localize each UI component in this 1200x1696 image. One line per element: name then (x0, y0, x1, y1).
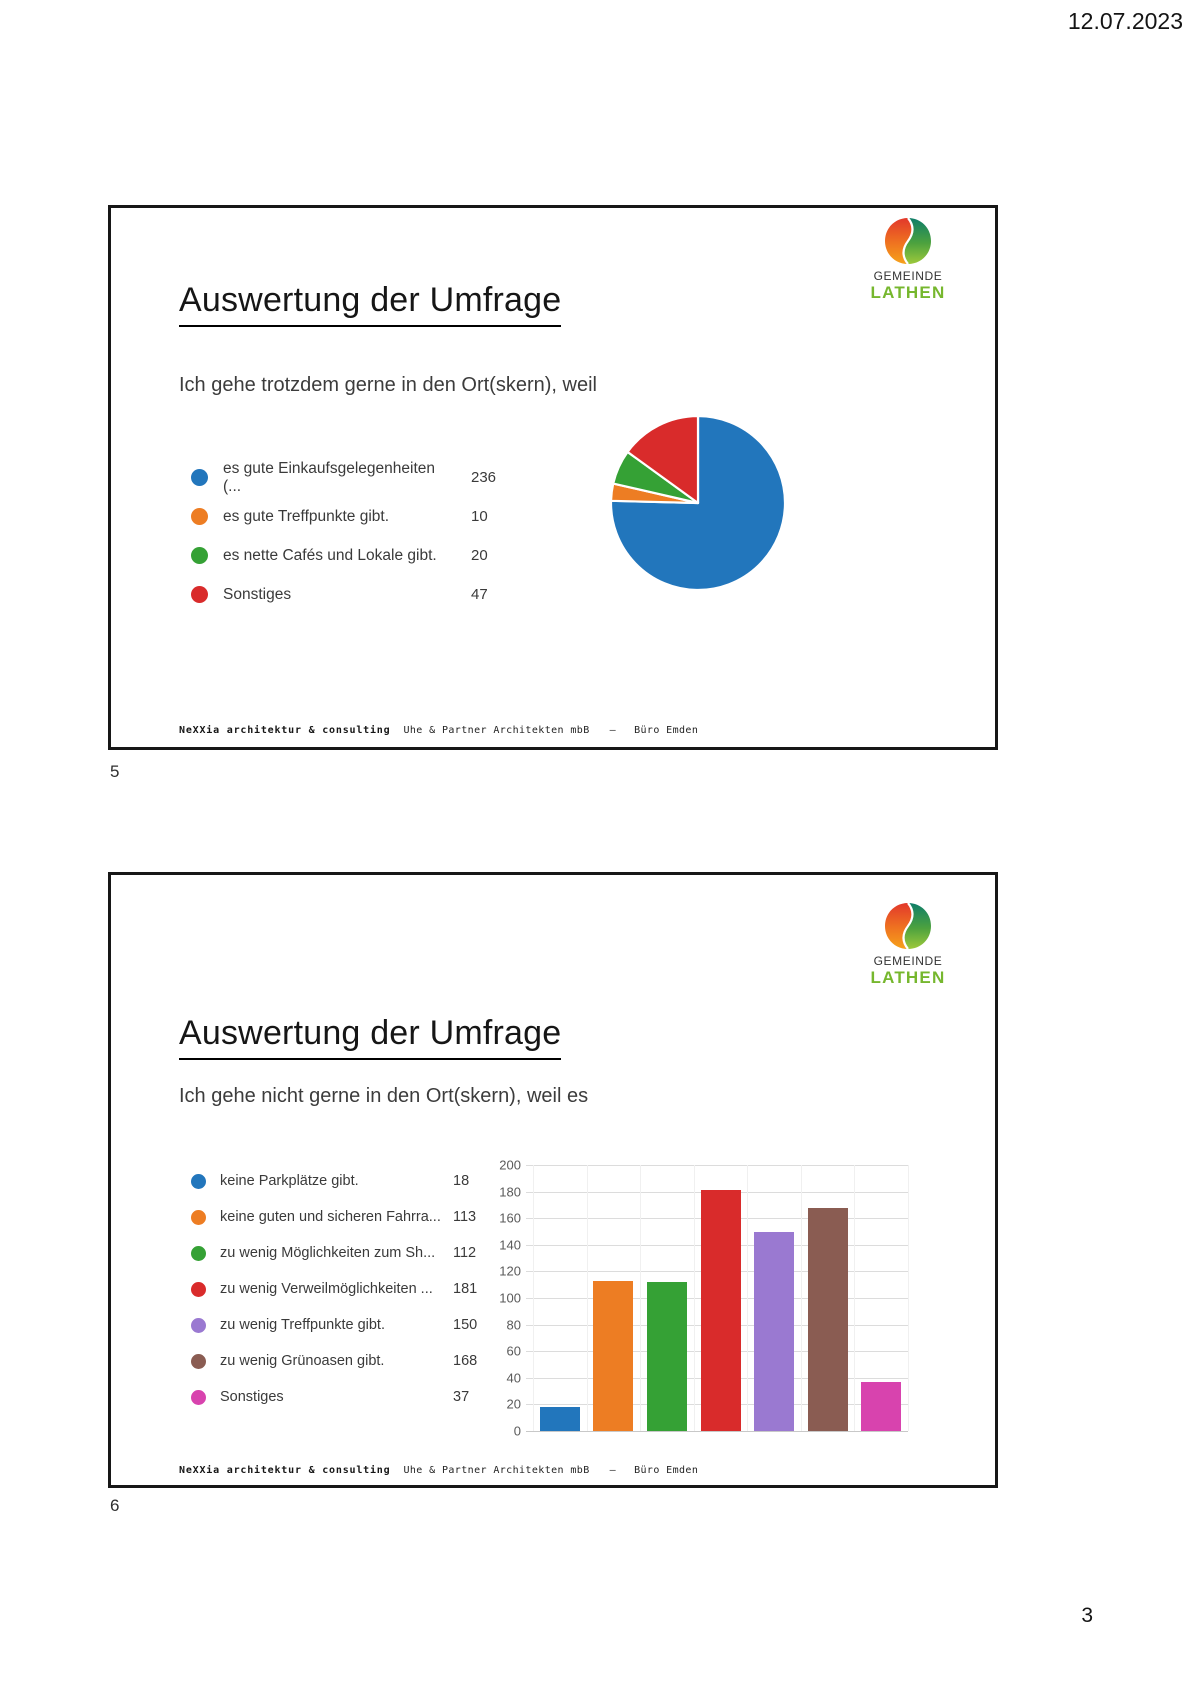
legend-value: 168 (453, 1353, 478, 1369)
legend-value: 150 (453, 1317, 478, 1333)
y-axis-tick-label: 180 (499, 1184, 521, 1200)
footer-brand: NeXXia architektur & consulting (179, 1465, 391, 1476)
legend-label: zu wenig Treffpunkte gibt. (220, 1317, 385, 1333)
legend-item (191, 1163, 477, 1199)
legend-item (191, 1307, 477, 1343)
legend-item (191, 497, 496, 536)
bar (701, 1190, 741, 1431)
handout-date: 12.07.2023 (1067, 8, 1183, 34)
legend-swatch (191, 1354, 206, 1369)
legend-item (191, 1343, 477, 1379)
legend-value: 18 (453, 1173, 470, 1189)
legend-item (191, 1379, 477, 1415)
y-axis-tick-label: 200 (499, 1157, 521, 1173)
legend-item (191, 575, 496, 614)
logo-text-lathen: LATHEN (870, 968, 946, 987)
legend-label: zu wenig Grünoasen gibt. (220, 1353, 385, 1369)
footer-dash: — (609, 725, 617, 736)
legend-label: es nette Cafés und Lokale gibt. (223, 546, 437, 564)
y-axis-tick-label: 100 (499, 1290, 521, 1306)
legend-swatch (191, 1246, 206, 1261)
legend-swatch (191, 1174, 206, 1189)
bar (540, 1407, 580, 1431)
legend-value: 113 (453, 1209, 477, 1225)
footer-office: Büro Emden (634, 725, 699, 736)
legend-value: 10 (471, 508, 488, 525)
legend-label: es gute Einkaufsgelegenheiten (... (223, 459, 435, 495)
slide-title: Auswertung der Umfrage (179, 1014, 561, 1060)
legend-label: keine guten und sicheren Fahrra... (220, 1209, 441, 1225)
legend-swatch (191, 1210, 206, 1225)
gemeinde-lathen-logo (842, 216, 974, 303)
slide-footer (179, 725, 698, 736)
vertical-gridline (587, 1165, 588, 1431)
logo-text-gemeinde: GEMEINDE (873, 954, 943, 968)
legend-value: 236 (471, 469, 497, 486)
legend-swatch (191, 1318, 206, 1333)
bar (593, 1281, 633, 1431)
legend-value: 37 (453, 1389, 470, 1405)
pie-legend (191, 458, 496, 614)
y-axis-tick-label: 0 (513, 1423, 521, 1439)
gemeinde-lathen-logo (842, 901, 974, 988)
vertical-gridline (854, 1165, 855, 1431)
legend-value: 181 (453, 1281, 478, 1297)
slide-5-number: 5 (110, 762, 120, 781)
footer-dash: — (609, 1465, 617, 1476)
legend-swatch (191, 508, 208, 525)
legend-label: Sonstiges (223, 585, 292, 603)
y-axis-tick-label: 140 (499, 1237, 521, 1253)
gridline (526, 1165, 908, 1166)
legend-value: 112 (453, 1245, 477, 1261)
logo-text-lathen: LATHEN (870, 283, 946, 302)
slide-footer (179, 1465, 698, 1476)
vertical-gridline (908, 1165, 909, 1431)
legend-value: 20 (471, 547, 488, 564)
legend-item (191, 1271, 477, 1307)
slide-5 (108, 205, 998, 750)
bar (647, 1282, 687, 1431)
bar (861, 1382, 901, 1431)
vertical-gridline (801, 1165, 802, 1431)
legend-item (191, 1235, 477, 1271)
footer-partner: Uhe & Partner Architekten mbB (403, 725, 590, 736)
legend-label: zu wenig Möglichkeiten zum Sh... (220, 1245, 436, 1261)
bar-legend (191, 1163, 477, 1415)
legend-value: 47 (471, 586, 488, 603)
lathen-logo-icon (882, 216, 934, 266)
legend-swatch (191, 547, 208, 564)
legend-item (191, 536, 496, 575)
y-axis-tick-label: 40 (506, 1370, 521, 1386)
question-text: Ich gehe trotzdem gerne in den Ort(skern), weil (179, 374, 597, 396)
pie-chart (608, 413, 788, 593)
slide-6 (108, 872, 998, 1488)
legend-item (191, 1199, 477, 1235)
bar-plot-area (533, 1165, 908, 1431)
bar (808, 1208, 848, 1431)
y-axis-tick-label: 120 (499, 1263, 521, 1279)
logo-text-gemeinde: GEMEINDE (873, 269, 943, 283)
y-axis-tick-label: 20 (506, 1396, 521, 1412)
legend-swatch (191, 1282, 206, 1297)
y-axis-tick-label: 160 (499, 1210, 521, 1226)
bar-chart (463, 1157, 908, 1439)
page-number: 3 (1081, 1604, 1093, 1627)
legend-label: es gute Treffpunkte gibt. (223, 507, 390, 525)
vertical-gridline (694, 1165, 695, 1431)
slide-title: Auswertung der Umfrage (179, 281, 561, 327)
gridline (526, 1431, 908, 1432)
legend-swatch (191, 469, 208, 486)
question-text: Ich gehe nicht gerne in den Ort(skern), weil es (179, 1085, 589, 1107)
footer-brand: NeXXia architektur & consulting (179, 725, 391, 736)
vertical-gridline (640, 1165, 641, 1431)
slide-6-number: 6 (110, 1496, 120, 1515)
legend-item (191, 458, 496, 497)
legend-swatch (191, 1390, 206, 1405)
footer-office: Büro Emden (634, 1465, 699, 1476)
lathen-logo-icon (882, 901, 934, 951)
bar (754, 1232, 794, 1432)
legend-label: keine Parkplätze gibt. (220, 1173, 359, 1189)
legend-label: Sonstiges (220, 1389, 284, 1405)
footer-partner: Uhe & Partner Architekten mbB (403, 1465, 590, 1476)
y-axis-tick-label: 80 (506, 1317, 521, 1333)
vertical-gridline (747, 1165, 748, 1431)
legend-swatch (191, 586, 208, 603)
legend-label: zu wenig Verweilmöglichkeiten ... (220, 1281, 433, 1297)
y-axis-tick-label: 60 (506, 1343, 521, 1359)
vertical-gridline (533, 1165, 534, 1431)
